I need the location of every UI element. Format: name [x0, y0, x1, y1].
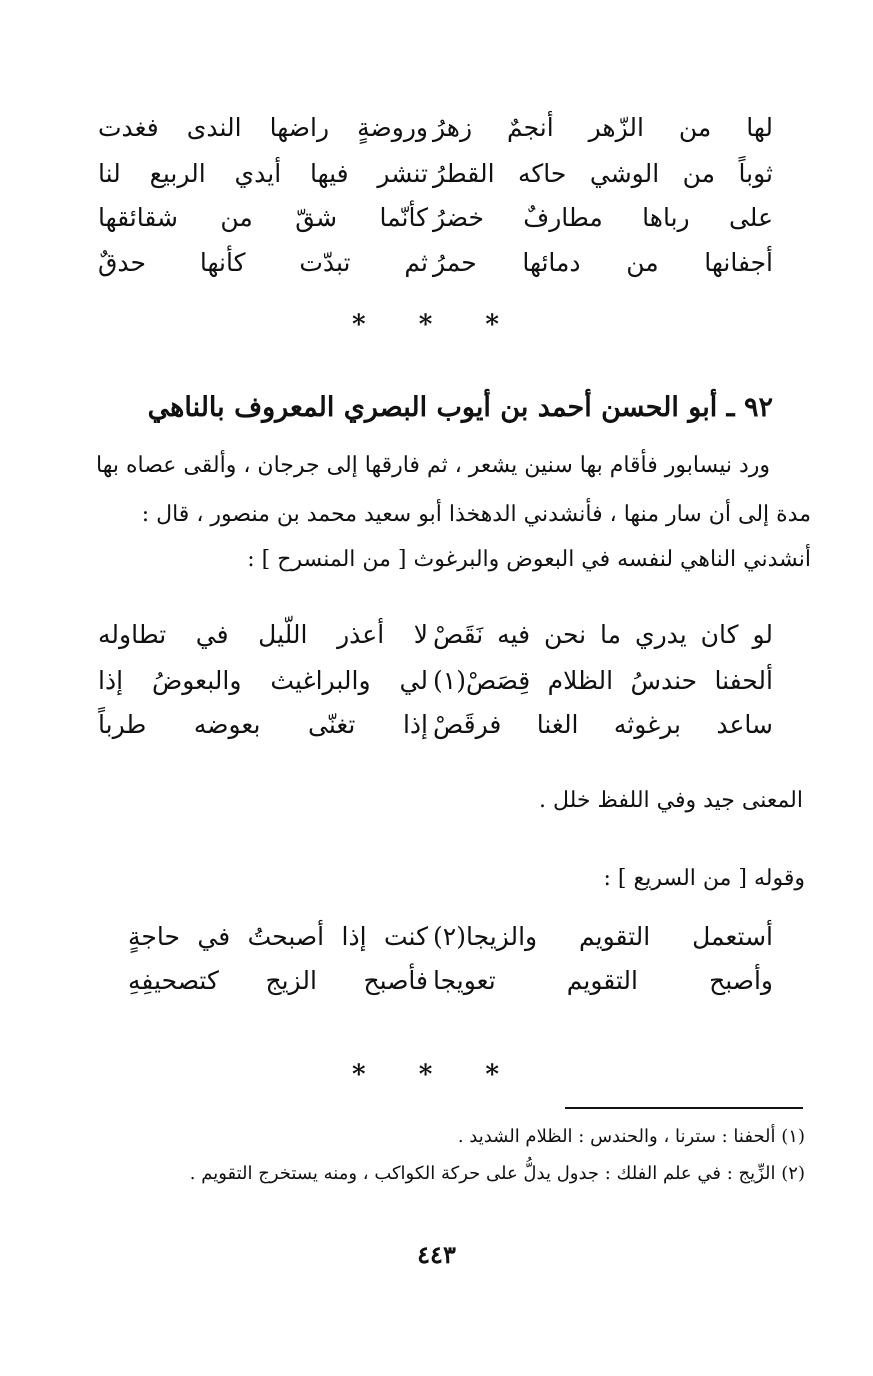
intro-line-2: مدة إلى أن سار منها ، فأنشدني الدهخذا أبو سعيد محمد بن منصور ، قال : [141, 502, 811, 527]
intro-line-1: ورد نيسابور فأقام بها سنين يشعر ، ثم فارقها إلى جرجان ، وألقى عصاه بها [96, 453, 770, 478]
page-number: ٤٤٣ [417, 1240, 456, 1269]
verse-2-first-hemistich: تنشر فيها أيدي الربيع لنا [98, 159, 428, 188]
verse-2-second-hemistich: ثوباً من الوشي حاكه القطرُ [433, 159, 773, 188]
footnote-2: (٢) الزِّيج : في علم الفلك : جدول يدلُّ على حركة الكواكب ، ومنه يستخرج التقويم . [189, 1163, 805, 1184]
verse-4-first-hemistich: ثم تبدّت كأنها حدقٌ [98, 248, 428, 277]
verse-6-second-hemistich: ألحفنا حندسُ الظلام قِصَصْ(١) [433, 666, 773, 695]
verse-1-first-hemistich: وروضةٍ راضها الندى فغدت [98, 113, 428, 142]
verse-6-first-hemistich: لي والبراغيث والبعوضُ إذا [98, 666, 428, 695]
verse-9-first-hemistich: فأصبح الزيج كتصحيفِهِ [128, 966, 428, 995]
intro-line-4: وقوله [ من السريع ] : [603, 866, 805, 891]
verse-7-second-hemistich: ساعد برغوثه الغنا فرقَصْ [433, 710, 773, 739]
verse-9-second-hemistich: وأصبح التقويم تعويجا [433, 966, 773, 995]
verse-3-first-hemistich: كأنّما شقّ من شقائقها [98, 203, 428, 232]
verse-1-second-hemistich: لها من الزّهر أنجمٌ زهرُ [433, 113, 773, 142]
footnote-rule [565, 1107, 803, 1109]
section-separator-2: * * * [352, 1060, 521, 1090]
verse-5-first-hemistich: لا أعذر اللّيل في تطاوله [98, 620, 428, 649]
section-separator-1: * * * [352, 310, 521, 340]
section-heading: ٩٢ ـ أبو الحسن أحمد بن أيوب البصري المعروف بالناهي [147, 392, 773, 423]
verse-7-first-hemistich: إذا تغنّى بعوضه طرباً [98, 710, 428, 739]
verse-8-second-hemistich: أستعمل التقويم والزيجا(٢) [433, 922, 773, 951]
comment-line: المعنى جيد وفي اللفظ خلل . [539, 788, 803, 813]
footnote-1: (١) ألحفنا : سترنا ، والحندس : الظلام الشديد . [457, 1126, 805, 1147]
verse-5-second-hemistich: لو كان يدري ما نحن فيه نَقَصْ [433, 620, 773, 649]
verse-8-first-hemistich: كنت إذا أصبحتُ في حاجةٍ [128, 922, 428, 951]
intro-line-3: أنشدني الناهي لنفسه في البعوض والبرغوث [ من المنسرح ] : [247, 547, 811, 572]
verse-4-second-hemistich: أجفانها من دمائها حمرُ [433, 248, 773, 277]
verse-3-second-hemistich: على رباها مطارفٌ خضرُ [433, 203, 773, 232]
